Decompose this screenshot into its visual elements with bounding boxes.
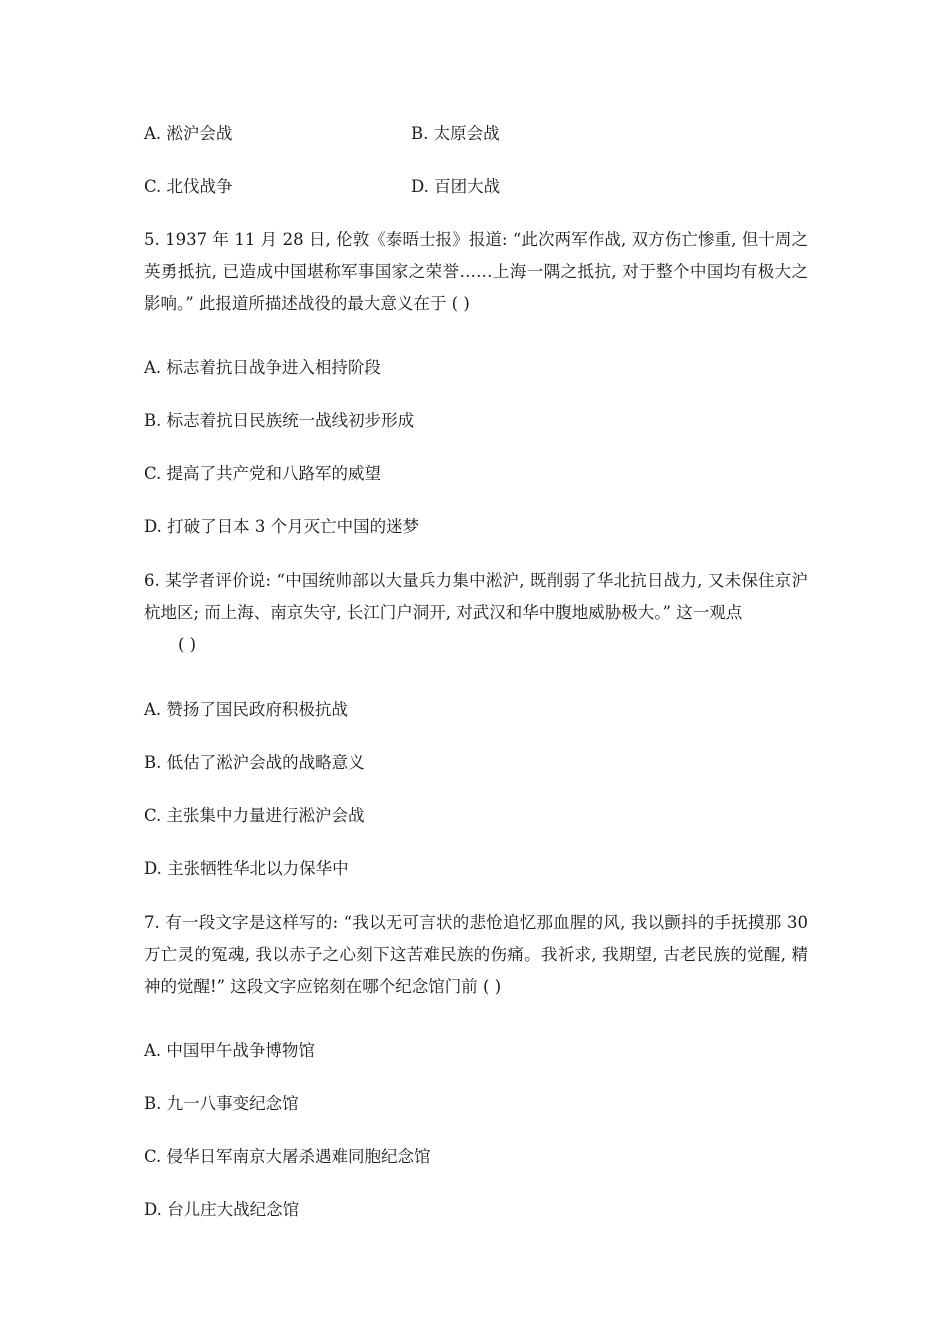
q5-option-a: A. 标志着抗日战争进入相持阶段 [144, 358, 381, 377]
q6-answer-paren: ( ) [178, 635, 197, 654]
q4-option-d: D. 百团大战 [411, 177, 501, 196]
q5-option-c: C. 提高了共产党和八路军的威望 [144, 464, 382, 483]
q4-option-a: A. 淞沪会战 [144, 124, 233, 143]
q6-stem-text: 6. 某学者评价说: “中国统帅部以大量兵力集中淞沪, 既削弱了华北抗日战力, 又未保住京沪杭地区; 而上海、南京失守, 长江门户洞开, 对武汉和华中腹地威胁极大。” 这一观点 [144, 571, 808, 622]
q6-option-b: B. 低估了淞沪会战的战略意义 [144, 753, 365, 772]
q4-option-b: B. 太原会战 [411, 124, 500, 143]
q6-stem [144, 565, 808, 661]
q6-option-d: D. 主张牺牲华北以力保华中 [144, 859, 349, 878]
q7-option-d: D. 台儿庄大战纪念馆 [144, 1200, 300, 1219]
q5-option-b: B. 标志着抗日民族统一战线初步形成 [144, 411, 415, 430]
q6-option-a: A. 赞扬了国民政府积极抗战 [144, 700, 348, 719]
q6-option-c: C. 主张集中力量进行淞沪会战 [144, 806, 365, 825]
q7-option-c: C. 侵华日军南京大屠杀遇难同胞纪念馆 [144, 1147, 431, 1166]
q5-stem: 5. 1937 年 11 月 28 日, 伦敦《泰晤士报》报道: “此次两军作战, 双方伤亡惨重, 但十周之英勇抵抗, 已造成中国堪称军事国家之荣誉……上海一隅之抵抗, 对于整个中国均有极大之影响。” 此报道所描述战役的最大意义在于 ( ) [144, 230, 808, 313]
q7-stem: 7. 有一段文字是这样写的: “我以无可言状的悲怆追忆那血腥的风, 我以颤抖的手抚摸那 30 万亡灵的冤魂, 我以赤子之心刻下这苦难民族的伤痛。我祈求, 我期望, 古老民族的觉醒, 精神的觉醒!” 这段文字应铭刻在哪个纪念馆门前 ( ) [144, 913, 808, 996]
q7-option-a: A. 中国甲午战争博物馆 [144, 1041, 315, 1060]
q5-option-d: D. 打破了日本 3 个月灭亡中国的迷梦 [144, 517, 420, 536]
q7-option-b: B. 九一八事变纪念馆 [144, 1094, 299, 1113]
q4-option-c: C. 北伐战争 [144, 177, 233, 196]
